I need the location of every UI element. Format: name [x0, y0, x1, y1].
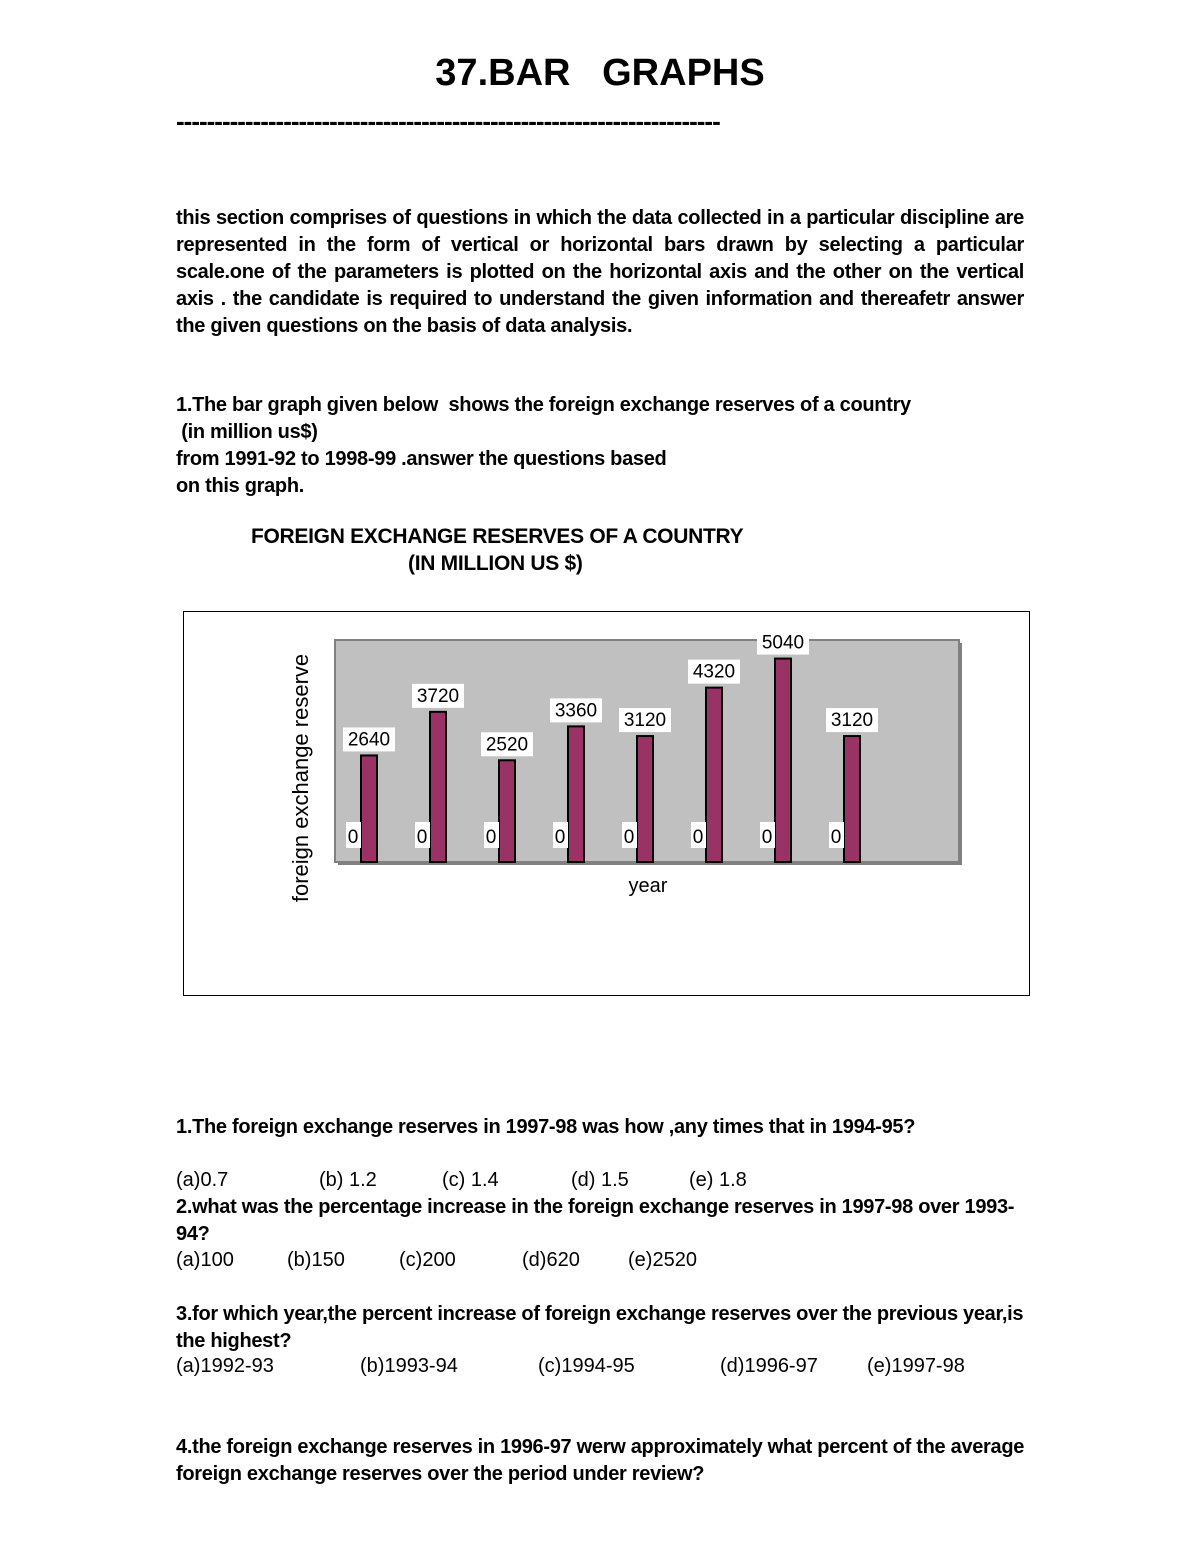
option-b: (b)1993-94 — [360, 1355, 458, 1377]
question-intro-line: from 1991-92 to 1998-99 .answer the questions based — [176, 448, 667, 470]
question-4: 4.the foreign exchange reserves in 1996-97 werw approximately what percent of the average foreign exchange reserves over the period under review? — [176, 1436, 1025, 1485]
intro-paragraph: this section comprises of questions in which the data collected in a particular discipline are represented in the form of vertical or horizontal bars drawn by selecting a particular scale.one of the parameters is plotted on the horizontal axis and the other on the vertical axis . the candidate is required to understand the given information and thereafetr answer the given questions on the basis of data analysis. — [176, 207, 1024, 337]
data-label: 3360 — [554, 700, 598, 722]
data-label: 3120 — [830, 710, 874, 732]
option-c: (c)200 — [399, 1249, 456, 1271]
option-a: (a)100 — [176, 1249, 234, 1271]
data-label: 5040 — [761, 632, 805, 654]
bar-chart — [184, 612, 1029, 995]
bar — [568, 726, 584, 862]
question-intro-line: on this graph. — [176, 475, 305, 497]
option-a: (a)0.7 — [176, 1169, 229, 1191]
zero-label: 0 — [830, 827, 842, 848]
data-label: 4320 — [692, 661, 736, 683]
option-e: (e)2520 — [628, 1249, 697, 1271]
option-b: (b)150 — [287, 1249, 345, 1271]
chart-frame — [183, 611, 1030, 996]
option-d: (d) 1.5 — [571, 1169, 629, 1191]
chart-subtitle: (IN MILLION US $) — [408, 552, 583, 575]
option-e: (e)1997-98 — [867, 1355, 965, 1377]
option-e: (e) 1.8 — [689, 1169, 747, 1191]
question-3: 3.for which year,the percent increase of foreign exchange reserves over the previous year,is the highest? — [176, 1303, 1024, 1352]
bar — [706, 688, 722, 862]
y-axis-label: foreign exchange reserve — [288, 653, 313, 903]
data-label: 3120 — [623, 710, 667, 732]
zero-label: 0 — [554, 827, 566, 848]
option-c: (c) 1.4 — [442, 1169, 499, 1191]
option-c: (c)1994-95 — [538, 1355, 635, 1377]
title-divider: ----------------------------------------------------------------------- — [176, 106, 720, 136]
bar — [430, 712, 446, 862]
data-label: 2520 — [485, 734, 529, 756]
bar — [775, 659, 791, 862]
option-b: (b) 1.2 — [319, 1169, 377, 1191]
page-title: 37.BAR GRAPHS — [435, 52, 765, 94]
x-axis-label: year — [628, 875, 668, 897]
option-d: (d)620 — [522, 1249, 580, 1271]
bar — [844, 736, 860, 862]
bar — [499, 760, 515, 862]
zero-label: 0 — [347, 827, 359, 848]
bar — [637, 736, 653, 862]
zero-label: 0 — [623, 827, 635, 848]
data-label: 3720 — [416, 685, 460, 707]
option-a: (a)1992-93 — [176, 1355, 274, 1377]
question-2: 2.what was the percentage increase in the foreign exchange reserves in 1997-98 over 1993-94? — [176, 1196, 1015, 1245]
zero-label: 0 — [761, 827, 773, 848]
option-d: (d)1996-97 — [720, 1355, 818, 1377]
data-label: 2640 — [347, 729, 391, 751]
question-intro-line: 1.The bar graph given below shows the foreign exchange reserves of a country — [176, 394, 911, 416]
bar — [361, 755, 377, 862]
chart-title: FOREIGN EXCHANGE RESERVES OF A COUNTRY — [251, 525, 744, 548]
question-1: 1.The foreign exchange reserves in 1997-98 was how ,any times that in 1994-95? — [176, 1116, 916, 1138]
zero-label: 0 — [416, 827, 428, 848]
question-intro-line: (in million us$) — [176, 421, 318, 443]
question-intro — [176, 392, 1036, 500]
zero-label: 0 — [485, 827, 497, 848]
zero-label: 0 — [692, 827, 704, 848]
